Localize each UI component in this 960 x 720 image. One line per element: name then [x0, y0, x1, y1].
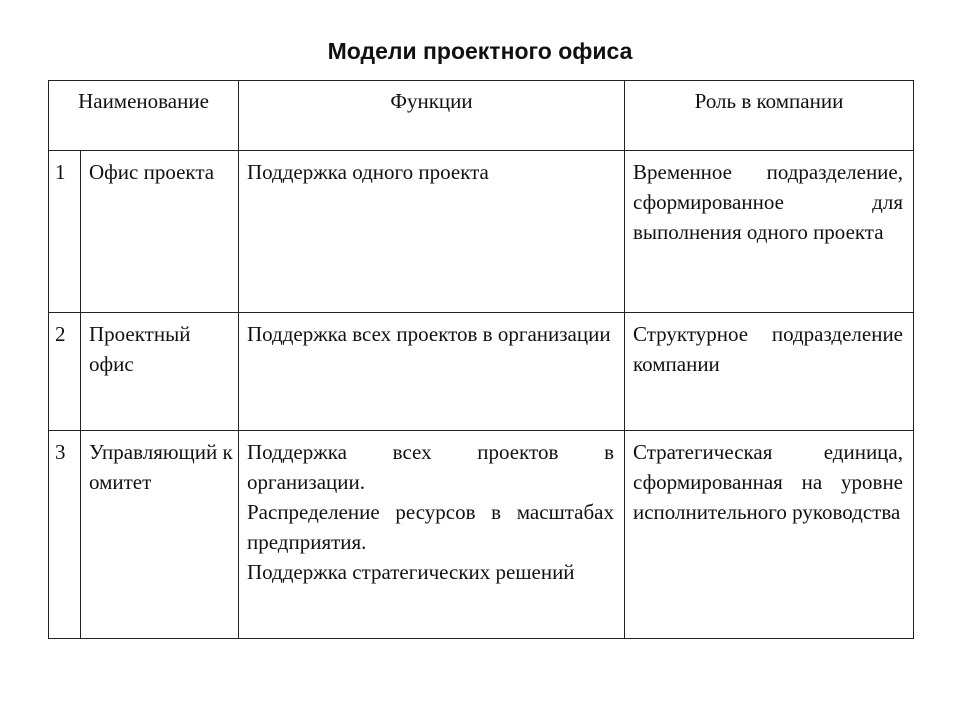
office-models-table [48, 80, 914, 639]
table-header-row [49, 81, 914, 151]
function-item: Поддержка всех проектов в организации. [247, 440, 614, 494]
table-row [49, 151, 914, 313]
row-name: Офис проекта [81, 151, 239, 313]
table-row [49, 431, 914, 639]
header-functions: Функции [239, 81, 625, 151]
function-item: Поддержка одного проекта [247, 160, 489, 184]
row-functions [239, 151, 625, 313]
function-item: Поддержка всех проектов в организации [247, 322, 611, 346]
row-functions [239, 431, 625, 639]
header-name: Наименование [49, 81, 239, 151]
row-role: Временное подразделение, сформированное для выполнения одного проекта [625, 151, 914, 313]
row-number: 1 [49, 151, 81, 313]
function-item: Поддержка стратегических решений [247, 560, 575, 584]
row-role: Стратегическая единица, сформированная на уровне исполнительного руководства [625, 431, 914, 639]
function-item: Распределение ресурсов в масштабах предприятия. [247, 500, 614, 554]
row-name: Проектный офис [81, 313, 239, 431]
row-functions [239, 313, 625, 431]
row-number: 2 [49, 313, 81, 431]
header-role: Роль в компании [625, 81, 914, 151]
row-number: 3 [49, 431, 81, 639]
table-row [49, 313, 914, 431]
row-role: Структурное подразделение компании [625, 313, 914, 431]
row-name: Управляющий комитет [81, 431, 239, 639]
page-title: Модели проектного офиса [327, 38, 633, 64]
